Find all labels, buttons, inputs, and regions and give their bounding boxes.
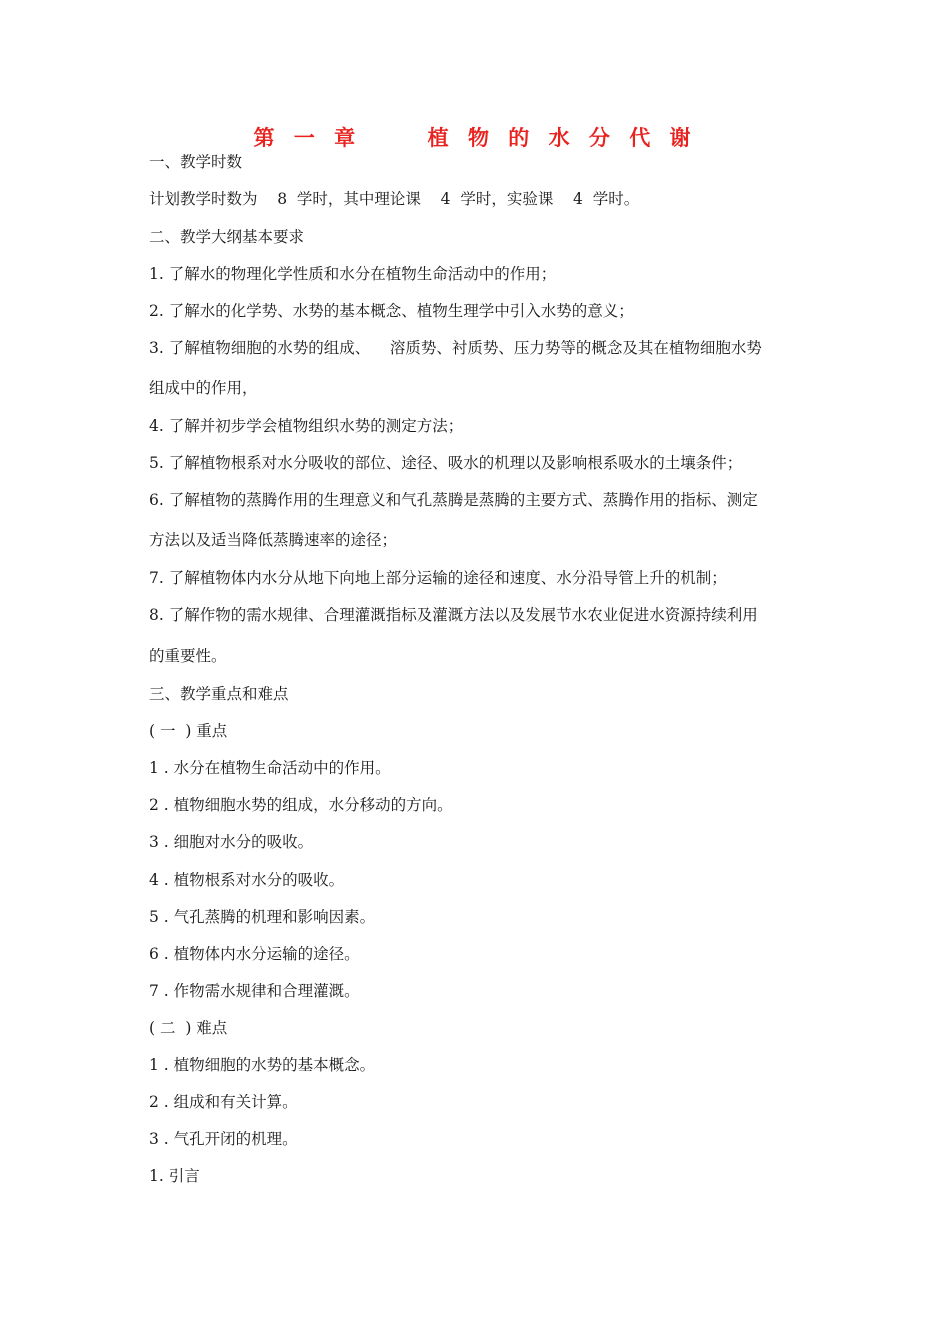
requirement-item: 5. 了解植物根系对水分吸收的部位、途径、吸水的机理以及影响根系吸水的土壤条件； (149, 454, 743, 472)
intro-heading: 1. 引言 (149, 1167, 200, 1185)
requirement-item-continued: 方法以及适当降低蒸腾速率的途径； (149, 531, 398, 549)
difficult-point-item: 2 . 组成和有关计算。 (149, 1093, 298, 1111)
teaching-hours-text: 计划教学时数为 8 学时，其中理论课 4 学时，实验课 4 学时。 (149, 190, 640, 208)
requirement-item: 3. 了解植物细胞的水势的组成、 溶质势、衬质势、压力势等的概念及其在植物细胞水势 (149, 339, 762, 357)
difficult-point-item: 1 . 植物细胞的水势的基本概念。 (149, 1056, 376, 1074)
key-point-item: 4 . 植物根系对水分的吸收。 (149, 871, 345, 889)
section-heading-teaching-hours: 一、教学时数 (149, 153, 243, 171)
requirement-item-continued: 的重要性。 (149, 647, 227, 665)
key-point-item: 3 . 细胞对水分的吸收。 (149, 833, 314, 851)
section-heading-key-and-difficult-points: 三、教学重点和难点 (149, 685, 289, 703)
difficult-points-heading: ( 二 ) 难点 (149, 1019, 228, 1037)
requirement-item-continued: 组成中的作用， (149, 379, 258, 397)
requirement-item: 2. 了解水的化学势、水势的基本概念、植物生理学中引入水势的意义； (149, 302, 634, 320)
requirement-item: 1. 了解水的物理化学性质和水分在植物生命活动中的作用； (149, 265, 557, 283)
difficult-point-item: 3 . 气孔开闭的机理。 (149, 1130, 298, 1148)
section-heading-syllabus-requirements: 二、教学大纲基本要求 (149, 228, 305, 246)
requirement-item: 7. 了解植物体内水分从地下向地上部分运输的途径和速度、水分沿导管上升的机制； (149, 569, 727, 587)
chapter-title: 第 一 章 植 物 的 水 分 代 谢 (253, 125, 697, 150)
key-point-item: 6 . 植物体内水分运输的途径。 (149, 945, 360, 963)
requirement-item: 6. 了解植物的蒸腾作用的生理意义和气孔蒸腾是蒸腾的主要方式、蒸腾作用的指标、测定 (149, 491, 758, 509)
requirement-item: 4. 了解并初步学会植物组织水势的测定方法； (149, 417, 464, 435)
key-point-item: 2 . 植物细胞水势的组成，水分移动的方向。 (149, 796, 453, 814)
key-points-heading: ( 一 ) 重点 (149, 722, 228, 740)
key-point-item: 7 . 作物需水规律和合理灌溉。 (149, 982, 360, 1000)
key-point-item: 5 . 气孔蒸腾的机理和影响因素。 (149, 908, 376, 926)
requirement-item: 8. 了解作物的需水规律、合理灌溉指标及灌溉方法以及发展节水农业促进水资源持续利用 (149, 606, 758, 624)
key-point-item: 1 . 水分在植物生命活动中的作用。 (149, 759, 391, 777)
